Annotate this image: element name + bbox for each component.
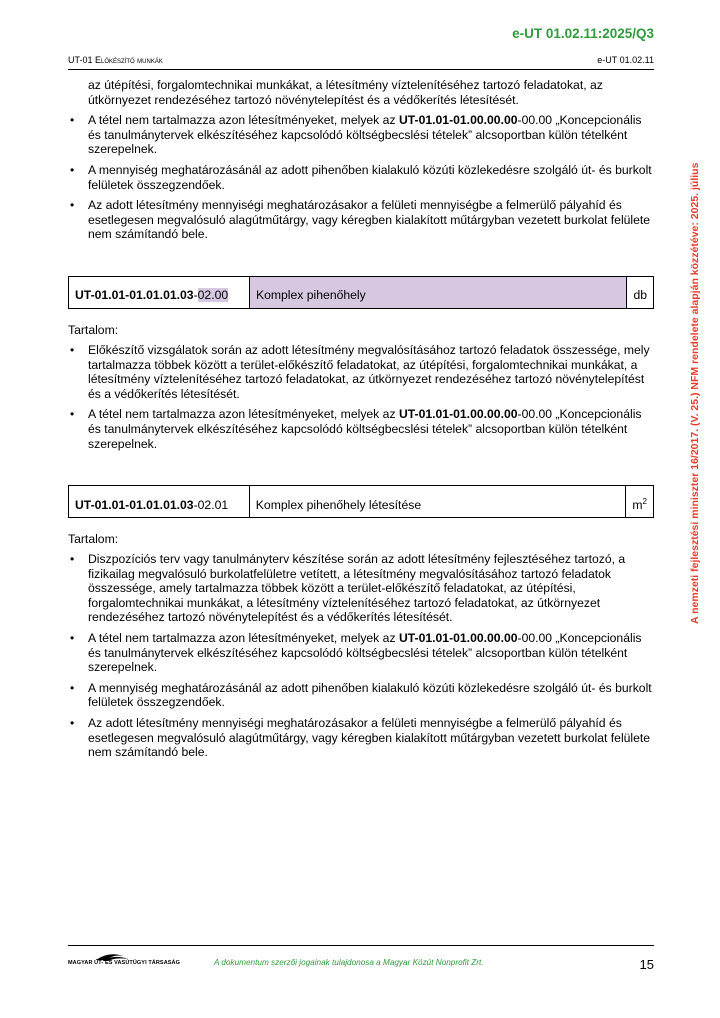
header-doc-ref: e-UT 01.02.11 [597,55,654,65]
item-code-cell: UT-01.01-01.01.01.03-02.00 [69,276,250,308]
intro-continuation: az útépítési, forgalomtechnikai munkákat, a létesítmény víztelenítéséhez tartozó feladatokat, az útkörnyezet rendezéséhez tartozó növénytelepítést és a védőkerítés létesítését. [88,78,603,107]
list-item: • A mennyiség meghatározásánál az adott pihenőben kialakuló közúti közlekedésre szolgáló út- és burkolt felületek összegzendőek. [68,681,654,710]
item-code: UT-01.01-01.01.01.03 [75,288,194,303]
list-item: • Az adott létesítmény mennyiségi meghatározásakor a felületi mennyiségbe a felmerülő pályahíd és esetlegesen megvalósuló alagútműtárgy, vagy kéregben kialakított műtárgyban vezetett burkolat felülete nem számítandó bele. [68,198,654,242]
content-label: Tartalom: [68,322,119,337]
item-name-cell: Komplex pihenőhely létesítése [249,486,626,518]
list-item: • Az adott létesítmény mennyiségi meghatározásakor a felületi mennyiségbe a felmerülő pályahíd és esetlegesen megvalósuló alagútműtárgy, vagy kéregben kialakított műtárgyban vezetett burkolat felülete nem számítandó bele. [68,716,654,760]
list-item: • Diszpozíciós terv vagy tanulmányterv készítése során az adott létesítmény fejlesztéséhez tartozó, a fizikailag megvalósuló burkolatfelületre vetített, a létesítmény megvalósításához tartozó feladatok összessége, amely tartalmazza többek között a terület-előkészítő feladatokat, az útépítési, forgalomtechnikai munkákat, a létesítmény víztelenítéséhez tartozó feladatokat, az útkörnyezet rendezéséhez tartozó növénytelepítést és a védőkerítés létesítését. [68,552,654,625]
list-item: • A tétel nem tartalmazza azon létesítményeket, melyek az UT-01.01-01.00.00.00-00.00 „Koncepcionális és tanulmánytervek elkészítéséhez kapcsolódó költségbecslési tételek” alcsoportban külön tételként szerepelnek. [68,631,654,675]
item-table-komplex-pihenohely [68,276,654,309]
header-rule [68,69,654,70]
footer-rule [68,945,654,946]
list-item: • A tétel nem tartalmazza azon létesítményeket, melyek az UT-01.01-01.00.00.00-00.00 „Koncepcionális és tanulmánytervek elkészítéséhez kapcsolódó költségbecslési tételek” alcsoportban külön tételként szerepelnek. [68,113,654,157]
item-code-cell [69,486,250,518]
content-label: Tartalom: [68,532,119,547]
header-chapter: UT-01 Előkészítő munkák [68,55,163,65]
list-item: • A mennyiség meghatározásánál az adott pihenőben kialakuló közúti közlekedésre szolgáló út- és burkolt felületek összegzendőek. [68,163,654,192]
copyright-notice: A dokumentum szerzői jogainak tulajdonosa a Magyar Közút Nonprofit Zrt. [214,958,484,967]
running-header [68,55,654,65]
list-item: • A tétel nem tartalmazza azon létesítményeket, melyek az UT-01.01-01.00.00.00-00.00 „Koncepcionális és tanulmánytervek elkészítéséhez kapcsolódó költségbecslési tételek” alcsoportban külön tételként szerepelnek. [68,407,654,451]
page-content [68,78,654,760]
item2-bullet-list [68,552,654,760]
document-code: e-UT 01.02.11:2025/Q3 [512,26,654,41]
logo-text: MAGYAR ÚT- ÉS VASÚTÜGYI TÁRSASÁG [68,960,180,966]
item-code: UT-01.01-01.01.01.03 [75,497,194,512]
table-row [69,276,654,308]
item-name-cell: Komplex pihenőhely [249,276,626,308]
list-item: • Előkészítő vizsgálatok során az adott létesítmény megvalósításához tartozó feladatok összessége, mely tartalmazza többek között a terület-előkészítő feladatokat, az útépítési, forgalomtechnikai munkákat, a létesítmény víztelenítéséhez tartozó feladatokat, az útkörnyezet rendezéséhez tartozó növénytelepítést és a védőkerítés létesítését. [68,343,654,401]
section0-bullet-list [68,113,654,242]
item-code-suffix: 02.00 [197,288,229,303]
item-unit-cell: db [627,276,654,308]
item-table-komplex-pihenohely-letesitese [68,485,654,518]
page-number: 15 [639,957,654,972]
item-unit-cell: $m^2$ [626,486,654,518]
side-publication-note: A nemzeti fejlesztési miniszter 16/2017. (V. 25.) NFM rendelete alapján közzétéve: 2025. július [689,162,701,624]
item-code-suffix: -02.01 [193,497,229,512]
table-row [69,486,654,518]
item1-bullet-list [68,343,654,451]
